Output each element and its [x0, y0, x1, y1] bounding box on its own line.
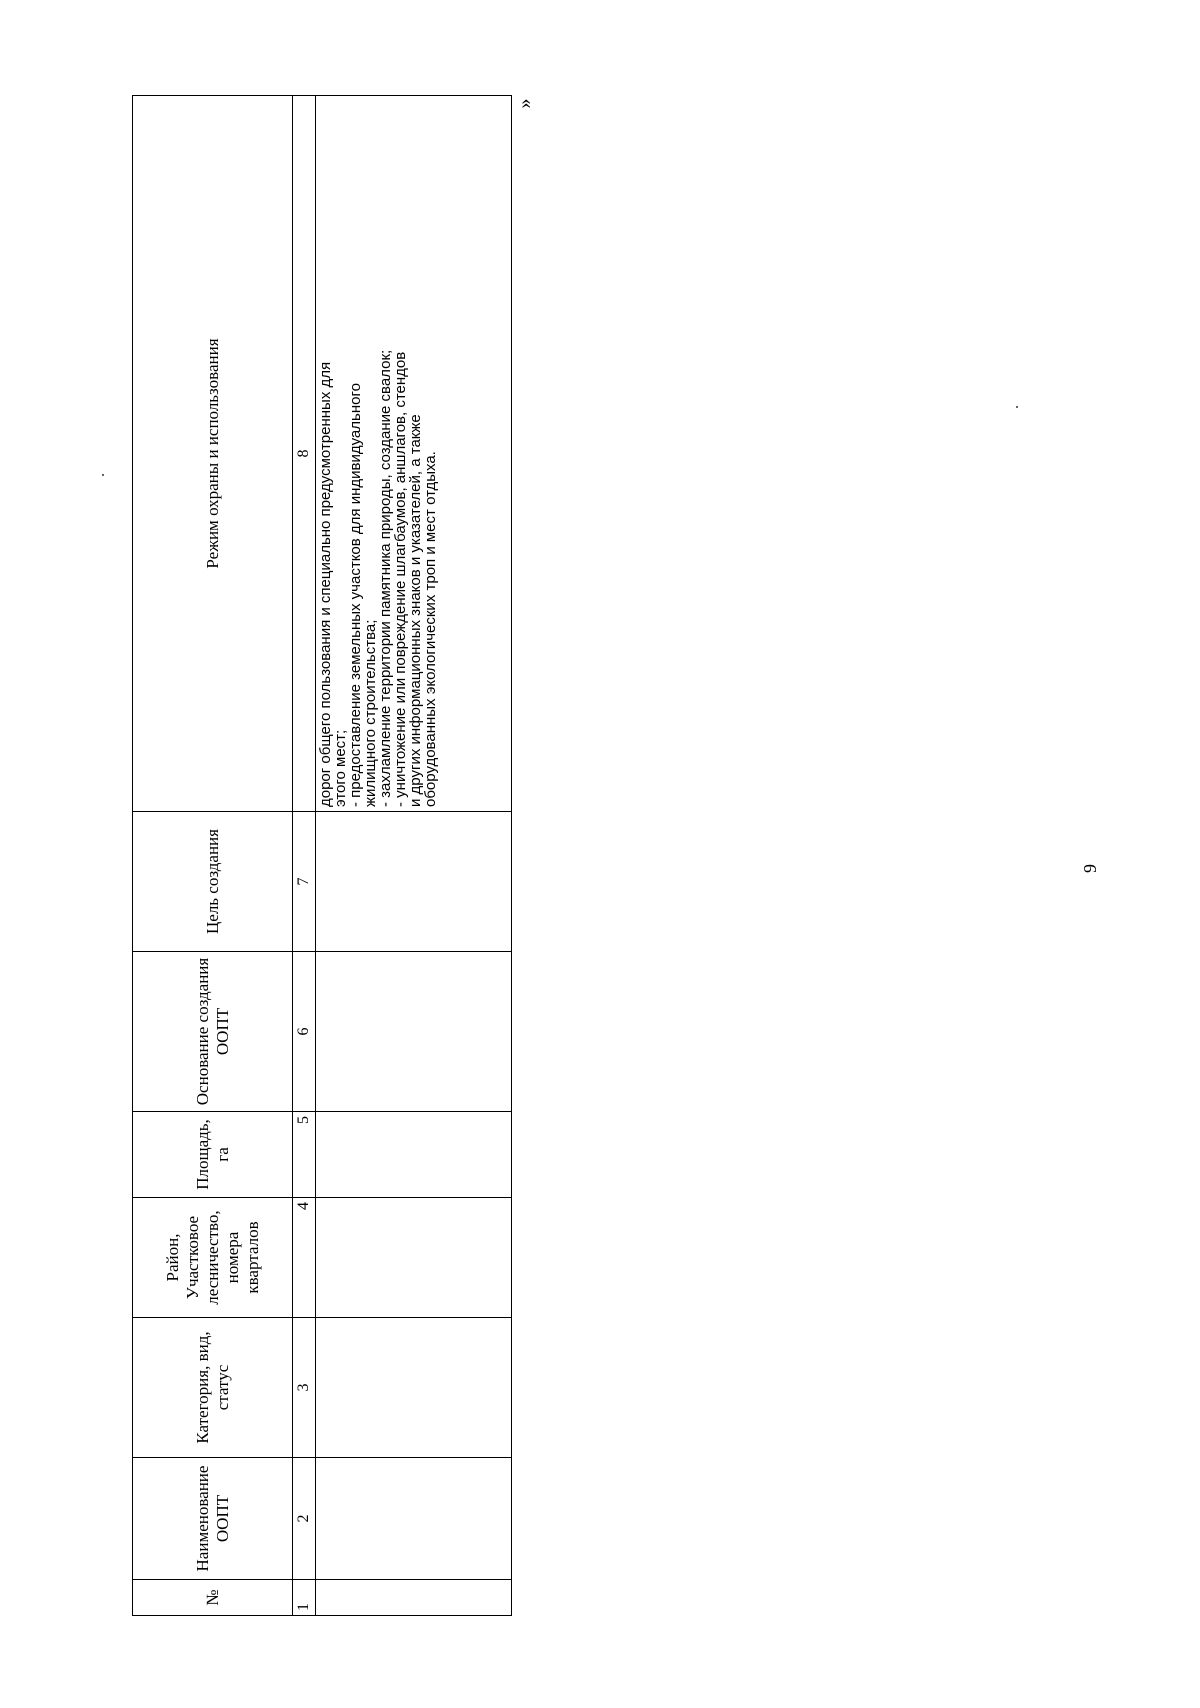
col-num-2: 2 [293, 1458, 316, 1580]
header-category: Категория, вид, статус [133, 1318, 293, 1458]
header-row [133, 96, 293, 1616]
cell-district [316, 1198, 512, 1318]
col-num-7: 7 [293, 812, 316, 952]
col-num-4: 4 [293, 1198, 316, 1318]
cell-purpose [316, 812, 512, 952]
regime-line: этого мест; [332, 729, 350, 807]
cell-basis [316, 952, 512, 1112]
cell-name [316, 1458, 512, 1580]
column-number-row [293, 96, 316, 1616]
regime-line: - предоставление земельных участков для индивидуального [347, 383, 365, 807]
col-num-3: 3 [293, 1318, 316, 1458]
header-district: Район, Участковое лесничество, номера кварталов [133, 1198, 293, 1318]
cell-area [316, 1112, 512, 1198]
closing-quote-mark: » [513, 98, 536, 109]
regime-line: жилищного строительства; [362, 619, 380, 807]
regime-line: оборудованных экологических троп и мест отдыха. [422, 451, 440, 807]
col-num-6: 6 [293, 952, 316, 1112]
cell-regime [316, 96, 512, 812]
oopt-table [132, 95, 512, 1616]
regime-line: - уничтожение или повреждение шлагбаумов, аншлагов, стендов [392, 351, 410, 807]
header-number: № [133, 1580, 293, 1616]
header-purpose: Цель создания [133, 812, 293, 952]
col-num-1: 1 [293, 1580, 316, 1616]
regime-line: дорог общего пользования и специально предусмотренных для [317, 361, 335, 807]
page-number: 9 [1080, 864, 1100, 873]
header-regime: Режим охраны и использования [133, 96, 293, 812]
table-row [316, 96, 512, 1616]
col-num-5: 5 [293, 1112, 316, 1198]
col-num-8: 8 [293, 96, 316, 812]
regime-line: - захламление территории памятника природы, создание свалок; [377, 349, 395, 807]
header-name: Наименование ООПТ [133, 1458, 293, 1580]
header-area: Площадь, га [133, 1112, 293, 1198]
scan-speck [1016, 406, 1018, 408]
header-basis: Основание создания ООПТ [133, 952, 293, 1112]
rotated-table-wrapper [132, 96, 512, 1616]
scan-speck [102, 474, 104, 476]
cell-category [316, 1318, 512, 1458]
cell-number [316, 1580, 512, 1616]
regime-line: и других информационных знаков и указателей, а также [407, 414, 425, 807]
